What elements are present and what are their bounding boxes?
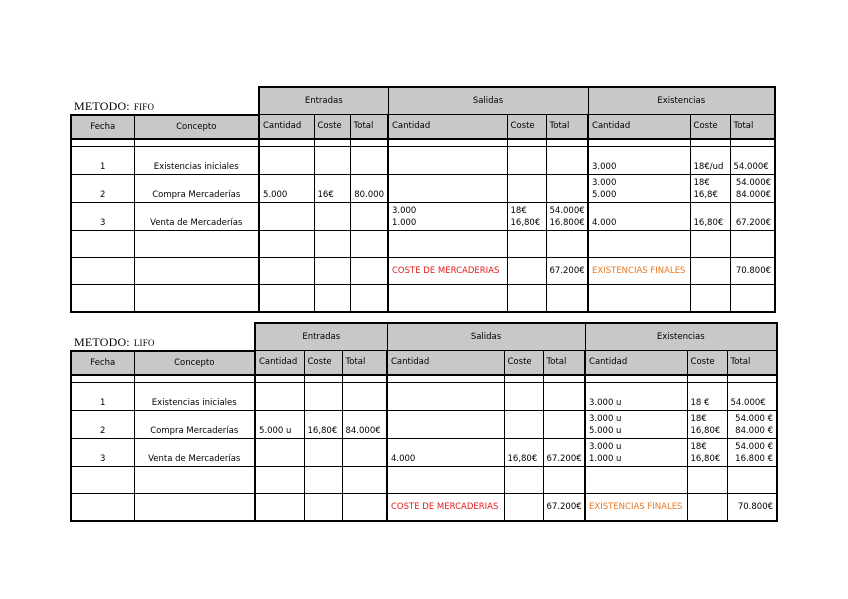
col-header-coste: Coste: [507, 115, 546, 139]
col-header-coste: Coste: [690, 115, 730, 139]
cell-concepto: Existencias iniciales: [134, 146, 259, 174]
cell-salida-cantidad: [387, 382, 504, 410]
group-existencias: Existencias: [588, 87, 775, 115]
cell-entrada-coste: [304, 438, 342, 466]
existencias-finales-label: EXISTENCIAS FINALES: [585, 493, 687, 521]
cell-concepto: Venta de Mercaderías: [134, 202, 259, 230]
header-row: [71, 351, 777, 375]
cell-existencia-total: 67.200€: [730, 202, 775, 230]
table-row: [71, 174, 775, 202]
cell-salida-total: [543, 382, 585, 410]
coste-mercaderias-total: 67.200€: [546, 257, 588, 284]
cell-entrada-total: [342, 438, 387, 466]
table-row: [71, 466, 777, 493]
cell-existencia-total: 54.000€ 84.000€: [730, 174, 775, 202]
cell-entrada-coste: 16€: [314, 174, 350, 202]
cell-existencia-total: 54.000€: [727, 382, 777, 410]
group-entradas: Entradas: [255, 323, 387, 351]
table-row: [71, 284, 775, 312]
col-header-cantidad: Cantidad: [388, 115, 507, 139]
cell-existencia-coste: 18€ 16,80€: [687, 438, 727, 466]
col-header-cantidad: Cantidad: [255, 351, 304, 375]
cell-entrada-total: [350, 146, 388, 174]
cell-entrada-cantidad: [255, 438, 304, 466]
cell-salida-total: [546, 174, 588, 202]
fifo-table: [70, 86, 776, 313]
col-header-fecha: Fecha: [71, 115, 134, 139]
col-header-cantidad: Cantidad: [259, 115, 314, 139]
summary-row: [71, 493, 777, 521]
group-entradas: Entradas: [259, 87, 388, 115]
col-header-total: Total: [350, 115, 388, 139]
col-header-coste: Coste: [687, 351, 727, 375]
col-header-coste: Coste: [504, 351, 543, 375]
col-header-cantidad: Cantidad: [585, 351, 687, 375]
cell-entrada-cantidad: [259, 146, 314, 174]
cell-salida-total: 67.200€: [543, 438, 585, 466]
group-salidas: Salidas: [388, 87, 588, 115]
cell-existencia-cantidad: 4.000: [588, 202, 690, 230]
cell-existencia-total: 54.000 € 84.000 €: [727, 410, 777, 438]
cell-existencia-coste: 16,80€: [690, 202, 730, 230]
cell-concepto: Venta de Mercaderías: [134, 438, 255, 466]
cell-existencia-total: 54.000€: [730, 146, 775, 174]
coste-mercaderias-label: COSTE DE MERCADERIAS: [387, 493, 504, 521]
coste-mercaderias-total: 67.200€: [543, 493, 585, 521]
table-row: [71, 410, 777, 438]
col-header-total: Total: [727, 351, 777, 375]
cell-entrada-total: [350, 202, 388, 230]
col-header-concepto: Concepto: [134, 115, 259, 139]
cell-concepto: Compra Mercaderías: [134, 410, 255, 438]
cell-fecha: 3: [71, 202, 134, 230]
existencias-finales-total: 70.800€: [727, 493, 777, 521]
cell-salida-cantidad: 3.000 1.000: [388, 202, 507, 230]
col-header-fecha: Fecha: [71, 351, 134, 375]
table-row: [71, 382, 777, 410]
metodo-value: FIFO: [133, 102, 155, 112]
cell-salida-coste: 16,80€: [504, 438, 543, 466]
lifo-table-section: [70, 322, 776, 522]
col-header-total: Total: [543, 351, 585, 375]
cell-existencia-cantidad: 3.000: [588, 146, 690, 174]
cell-salida-coste: [507, 146, 546, 174]
cell-concepto: Existencias iniciales: [134, 382, 255, 410]
cell-entrada-total: 84.000€: [342, 410, 387, 438]
metodo-label: METODO:: [74, 99, 130, 113]
cell-existencia-coste: 18€ 16,8€: [690, 174, 730, 202]
col-header-total: Total: [730, 115, 775, 139]
cell-entrada-coste: 16,80€: [304, 410, 342, 438]
existencias-finales-total: 70.800€: [730, 257, 775, 284]
group-existencias: Existencias: [585, 323, 777, 351]
table-row: [71, 202, 775, 230]
existencias-finales-label: EXISTENCIAS FINALES: [588, 257, 690, 284]
cell-entrada-coste: [314, 202, 350, 230]
cell-entrada-cantidad: [259, 202, 314, 230]
cell-salida-coste: 18€ 16,80€: [507, 202, 546, 230]
header-row: [71, 115, 775, 139]
cell-salida-coste: [507, 174, 546, 202]
col-header-coste: Coste: [314, 115, 350, 139]
col-header-total: Total: [546, 115, 588, 139]
cell-entrada-total: 80.000: [350, 174, 388, 202]
cell-entrada-total: [342, 382, 387, 410]
cell-salida-cantidad: 4.000: [387, 438, 504, 466]
metodo-value: LIFO: [133, 338, 155, 348]
cell-entrada-cantidad: [255, 382, 304, 410]
cell-salida-total: [543, 410, 585, 438]
cell-entrada-cantidad: 5.000: [259, 174, 314, 202]
cell-concepto: Compra Mercaderías: [134, 174, 259, 202]
cell-salida-coste: [504, 410, 543, 438]
cell-entrada-coste: [314, 146, 350, 174]
metodo-title: [74, 335, 155, 350]
table-row: [71, 146, 775, 174]
lifo-table: [70, 322, 778, 522]
fifo-table-section: [70, 86, 776, 313]
cell-existencia-cantidad: 3.000 u 1.000 u: [585, 438, 687, 466]
group-salidas: Salidas: [387, 323, 585, 351]
cell-fecha: 2: [71, 174, 134, 202]
cell-existencia-cantidad: 3.000 u 5.000 u: [585, 410, 687, 438]
table-row: [71, 230, 775, 257]
table-row: [71, 438, 777, 466]
cell-salida-coste: [504, 382, 543, 410]
col-header-total: Total: [342, 351, 387, 375]
cell-existencia-cantidad: 3.000 u: [585, 382, 687, 410]
cell-salida-total: 54.000€ 16.800€: [546, 202, 588, 230]
cell-fecha: 1: [71, 146, 134, 174]
col-header-cantidad: Cantidad: [387, 351, 504, 375]
cell-salida-cantidad: [387, 410, 504, 438]
cell-entrada-coste: [304, 382, 342, 410]
cell-salida-total: [546, 146, 588, 174]
cell-existencia-coste: 18€ 16,80€: [687, 410, 727, 438]
cell-existencia-cantidad: 3.000 5.000: [588, 174, 690, 202]
cell-fecha: 2: [71, 410, 134, 438]
coste-mercaderias-label: COSTE DE MERCADERIAS: [388, 257, 507, 284]
cell-existencia-coste: 18€/ud: [690, 146, 730, 174]
cell-existencia-total: 54.000 € 16.800 €: [727, 438, 777, 466]
col-header-concepto: Concepto: [134, 351, 255, 375]
col-header-cantidad: Cantidad: [588, 115, 690, 139]
cell-existencia-coste: 18 €: [687, 382, 727, 410]
cell-salida-cantidad: [388, 174, 507, 202]
cell-fecha: 1: [71, 382, 134, 410]
col-header-coste: Coste: [304, 351, 342, 375]
summary-row: [71, 257, 775, 284]
cell-salida-cantidad: [388, 146, 507, 174]
cell-entrada-cantidad: 5.000 u: [255, 410, 304, 438]
metodo-title: [74, 99, 154, 114]
metodo-label: METODO:: [74, 335, 130, 349]
cell-fecha: 3: [71, 438, 134, 466]
